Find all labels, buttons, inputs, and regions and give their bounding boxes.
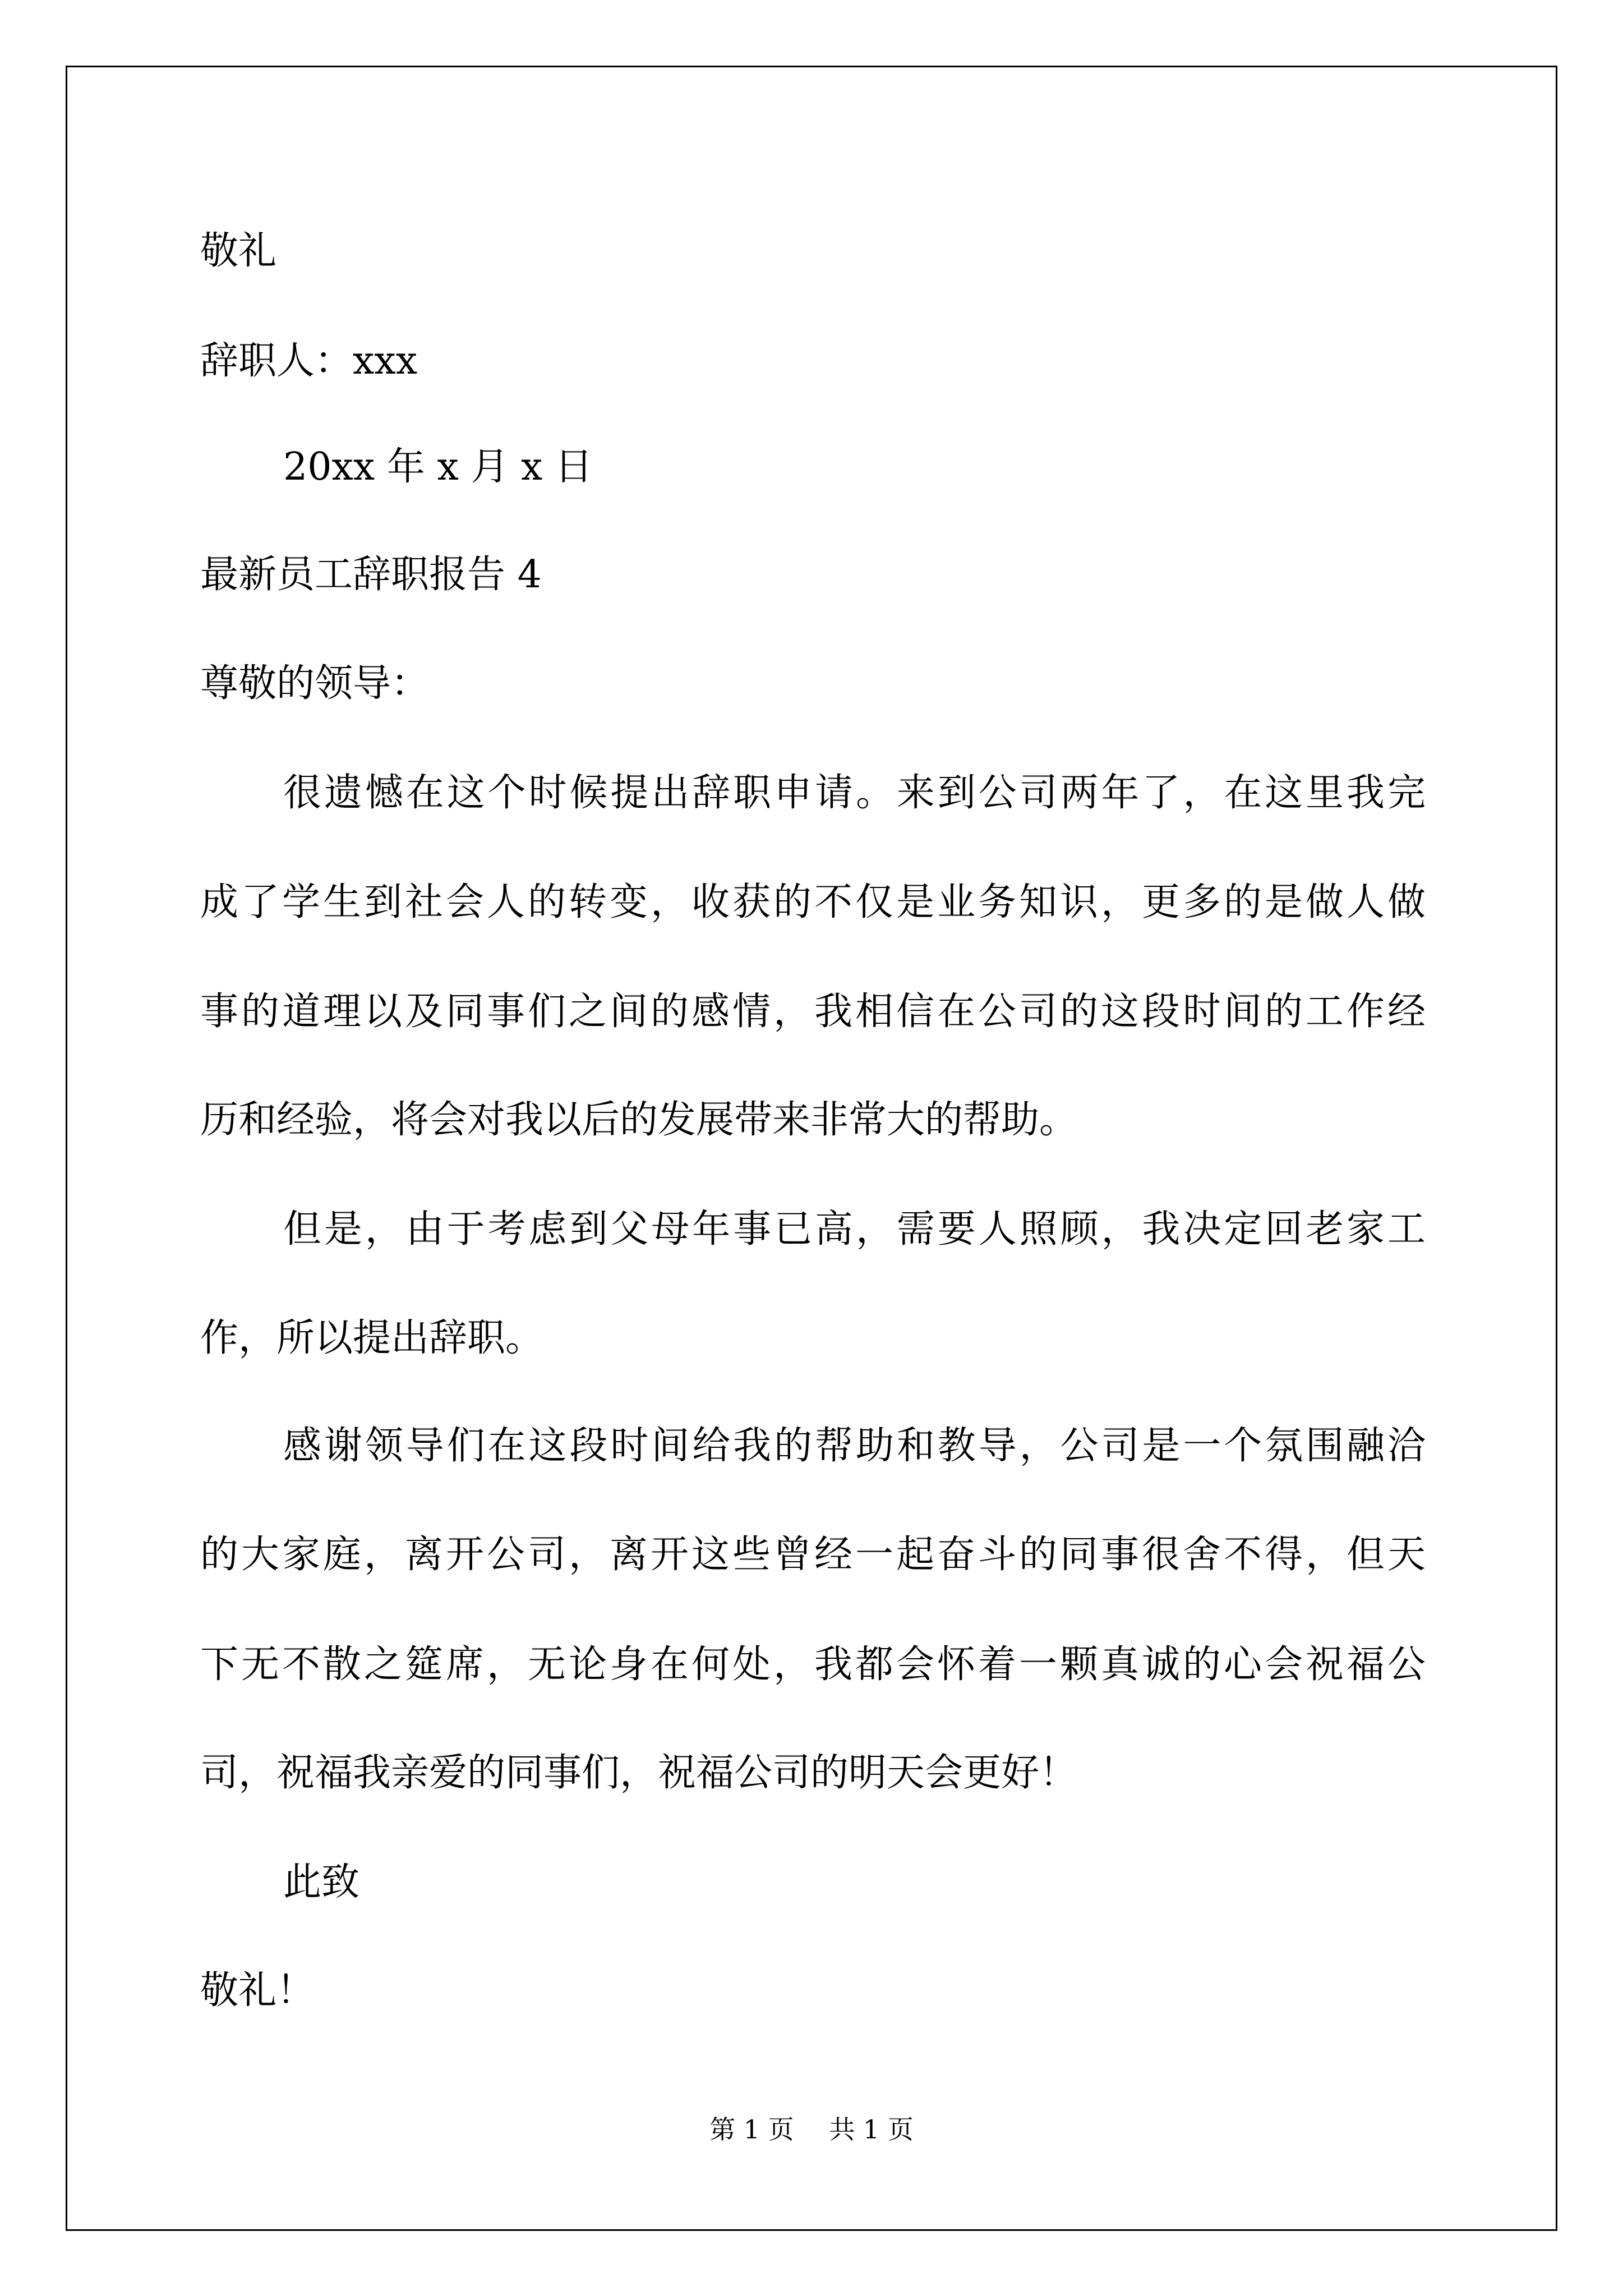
resigner-line: 辞职人：xxx <box>200 339 418 383</box>
page-frame <box>66 66 1557 2231</box>
paragraph-3-line-4: 司，祝福我亲爱的同事们，祝福公司的明天会更好！ <box>200 1751 1078 1795</box>
paragraph-3-line-2: 的大家庭，离开公司，离开这些曾经一起奋斗的同事很舍不得，但天 <box>200 1533 1426 1577</box>
closing-salutation-top: 敬礼 <box>200 229 277 273</box>
paragraph-1-line-4: 历和经验，将会对我以后的发展带来非常大的帮助。 <box>200 1098 1078 1142</box>
section-title: 最新员工辞职报告 4 <box>200 553 542 597</box>
page-footer <box>0 2114 1623 2145</box>
date-line: 20xx 年 x 月 x 日 <box>283 445 593 489</box>
paragraph-1-line-2: 成了学生到社会人的转变，收获的不仅是业务知识，更多的是做人做 <box>200 880 1426 924</box>
closing-phrase: 此致 <box>283 1860 360 1904</box>
closing-salutation: 敬礼！ <box>200 1968 315 2013</box>
page-number-current: 第 1 页 <box>709 2114 794 2145</box>
greeting: 尊敬的领导： <box>200 661 430 706</box>
paragraph-2-line-2: 作，所以提出辞职。 <box>200 1316 544 1360</box>
paragraph-2-line-1: 但是，由于考虑到父母年事已高，需要人照顾，我决定回老家工 <box>283 1207 1426 1251</box>
paragraph-1-line-1: 很遗憾在这个时候提出辞职申请。来到公司两年了，在这里我完 <box>283 771 1426 815</box>
paragraph-3-line-3: 下无不散之筵席，无论身在何处，我都会怀着一颗真诚的心会祝福公 <box>200 1642 1426 1687</box>
paragraph-3-line-1: 感谢领导们在这段时间给我的帮助和教导，公司是一个氛围融洽 <box>283 1424 1426 1468</box>
page-number-total: 共 1 页 <box>829 2114 914 2145</box>
paragraph-1-line-3: 事的道理以及同事们之间的感情，我相信在公司的这段时间的工作经 <box>200 990 1426 1034</box>
